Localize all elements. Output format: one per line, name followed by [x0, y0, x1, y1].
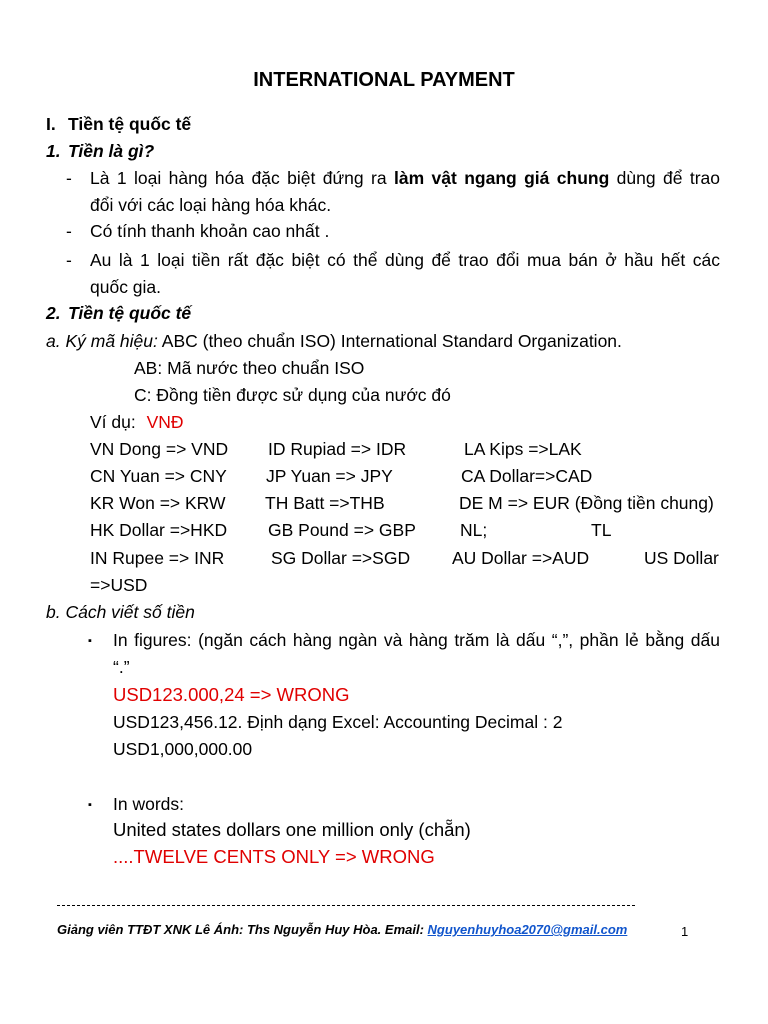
item-text: Là 1 loại hàng hóa đặc biệt đứng ra — [90, 168, 394, 188]
subsection-number: 2. — [46, 303, 61, 323]
example-label: Ví dụ: — [90, 412, 136, 432]
item-bold-text: làm vật ngang giá chung — [394, 168, 610, 188]
list-dash: - — [66, 221, 72, 241]
correct-example: USD1,000,000.00 — [113, 739, 253, 759]
currency-code: KR Won => KRW — [90, 493, 226, 513]
footer-author: Giảng viên TTĐT XNK Lê Ánh: Ths Nguyễn Huy Hòa. Email: — [57, 922, 428, 937]
section-title: Tiền tệ quốc tế — [68, 114, 192, 134]
paragraph-text: ABC (theo chuẩn ISO) International Standard Organization. — [157, 331, 622, 351]
currency-code: DE M => EUR (Đồng tiền chung) — [459, 493, 714, 513]
currency-code: IN Rupee => INR — [90, 548, 225, 568]
currency-code: LA Kips =>LAK — [464, 439, 582, 459]
item-text: Au là 1 loại tiền rất đặc biệt có thể dùng để trao đổi mua bán ở hầu hết các — [90, 250, 720, 270]
example-line — [90, 411, 184, 433]
currency-code: CN Yuan => CNY — [90, 466, 227, 486]
list-item-continuation: đổi với các loại hàng hóa khác. — [90, 195, 332, 215]
list-dash: - — [66, 250, 72, 270]
bullet-continuation: “.” — [113, 657, 130, 677]
currency-code: JP Yuan => JPY — [266, 466, 393, 486]
bullet-text: (ngăn cách hàng ngàn và hàng trăm là dấu “,”, phần lẻ bằng dấu — [191, 630, 720, 650]
document-title: INTERNATIONAL PAYMENT — [253, 69, 515, 91]
currency-code: AU Dollar =>AUD — [452, 548, 590, 568]
bullet-item-words: In words: — [113, 794, 184, 814]
wrong-example: USD123.000,24 => WRONG — [113, 684, 350, 705]
example-value: VNĐ — [146, 412, 184, 432]
footer-divider — [57, 905, 635, 906]
currency-code: CA Dollar=>CAD — [461, 466, 593, 486]
currency-code: US Dollar — [644, 548, 719, 568]
list-item — [90, 249, 720, 271]
currency-code: TL — [591, 520, 612, 540]
bullet-icon: ▪ — [88, 799, 92, 811]
words-example: United states dollars one million only (chẵn) — [113, 819, 471, 840]
footer-email-link[interactable]: Nguyenhuyhoa2070@gmail.com — [427, 922, 628, 937]
subsection-number: 1. — [46, 141, 61, 161]
page-number: 1 — [681, 924, 689, 939]
footer-text — [57, 922, 627, 937]
paragraph-label: a. Ký mã hiệu: — [46, 331, 158, 351]
currency-code: SG Dollar =>SGD — [271, 548, 411, 568]
paragraph-b-label: b. Cách viết số tiền — [46, 602, 195, 622]
subsection-title: Tiền là gì? — [68, 141, 155, 161]
item-text: dùng để trao — [609, 168, 721, 188]
currency-code: VN Dong => VND — [90, 439, 229, 459]
list-item: Có tính thanh khoản cao nhất . — [90, 221, 330, 241]
currency-code-continuation: =>USD — [90, 575, 148, 595]
subsection-title: Tiền tệ quốc tế — [68, 303, 192, 323]
currency-code: TH Batt =>THB — [265, 493, 385, 513]
wrong-example: ....TWELVE CENTS ONLY => WRONG — [113, 846, 435, 867]
code-format-c: C: Đồng tiền được sử dụng của nước đó — [134, 385, 451, 405]
paragraph-a — [46, 330, 622, 352]
bullet-label: In figures: — [113, 630, 192, 650]
correct-example: USD123,456.12. Định dạng Excel: Accounting Decimal : 2 — [113, 712, 563, 732]
code-format-ab: AB: Mã nước theo chuẩn ISO — [134, 358, 365, 378]
currency-code: GB Pound => GBP — [268, 520, 416, 540]
section-number: I. — [46, 114, 56, 134]
currency-code: ID Rupiad => IDR — [268, 439, 407, 459]
list-item — [90, 167, 720, 189]
currency-code: HK Dollar =>HKD — [90, 520, 228, 540]
bullet-item-figures — [113, 629, 720, 651]
list-item-continuation: quốc gia. — [90, 277, 162, 297]
bullet-icon: ▪ — [88, 635, 92, 647]
currency-code: NL; — [460, 520, 488, 540]
list-dash: - — [66, 168, 72, 188]
